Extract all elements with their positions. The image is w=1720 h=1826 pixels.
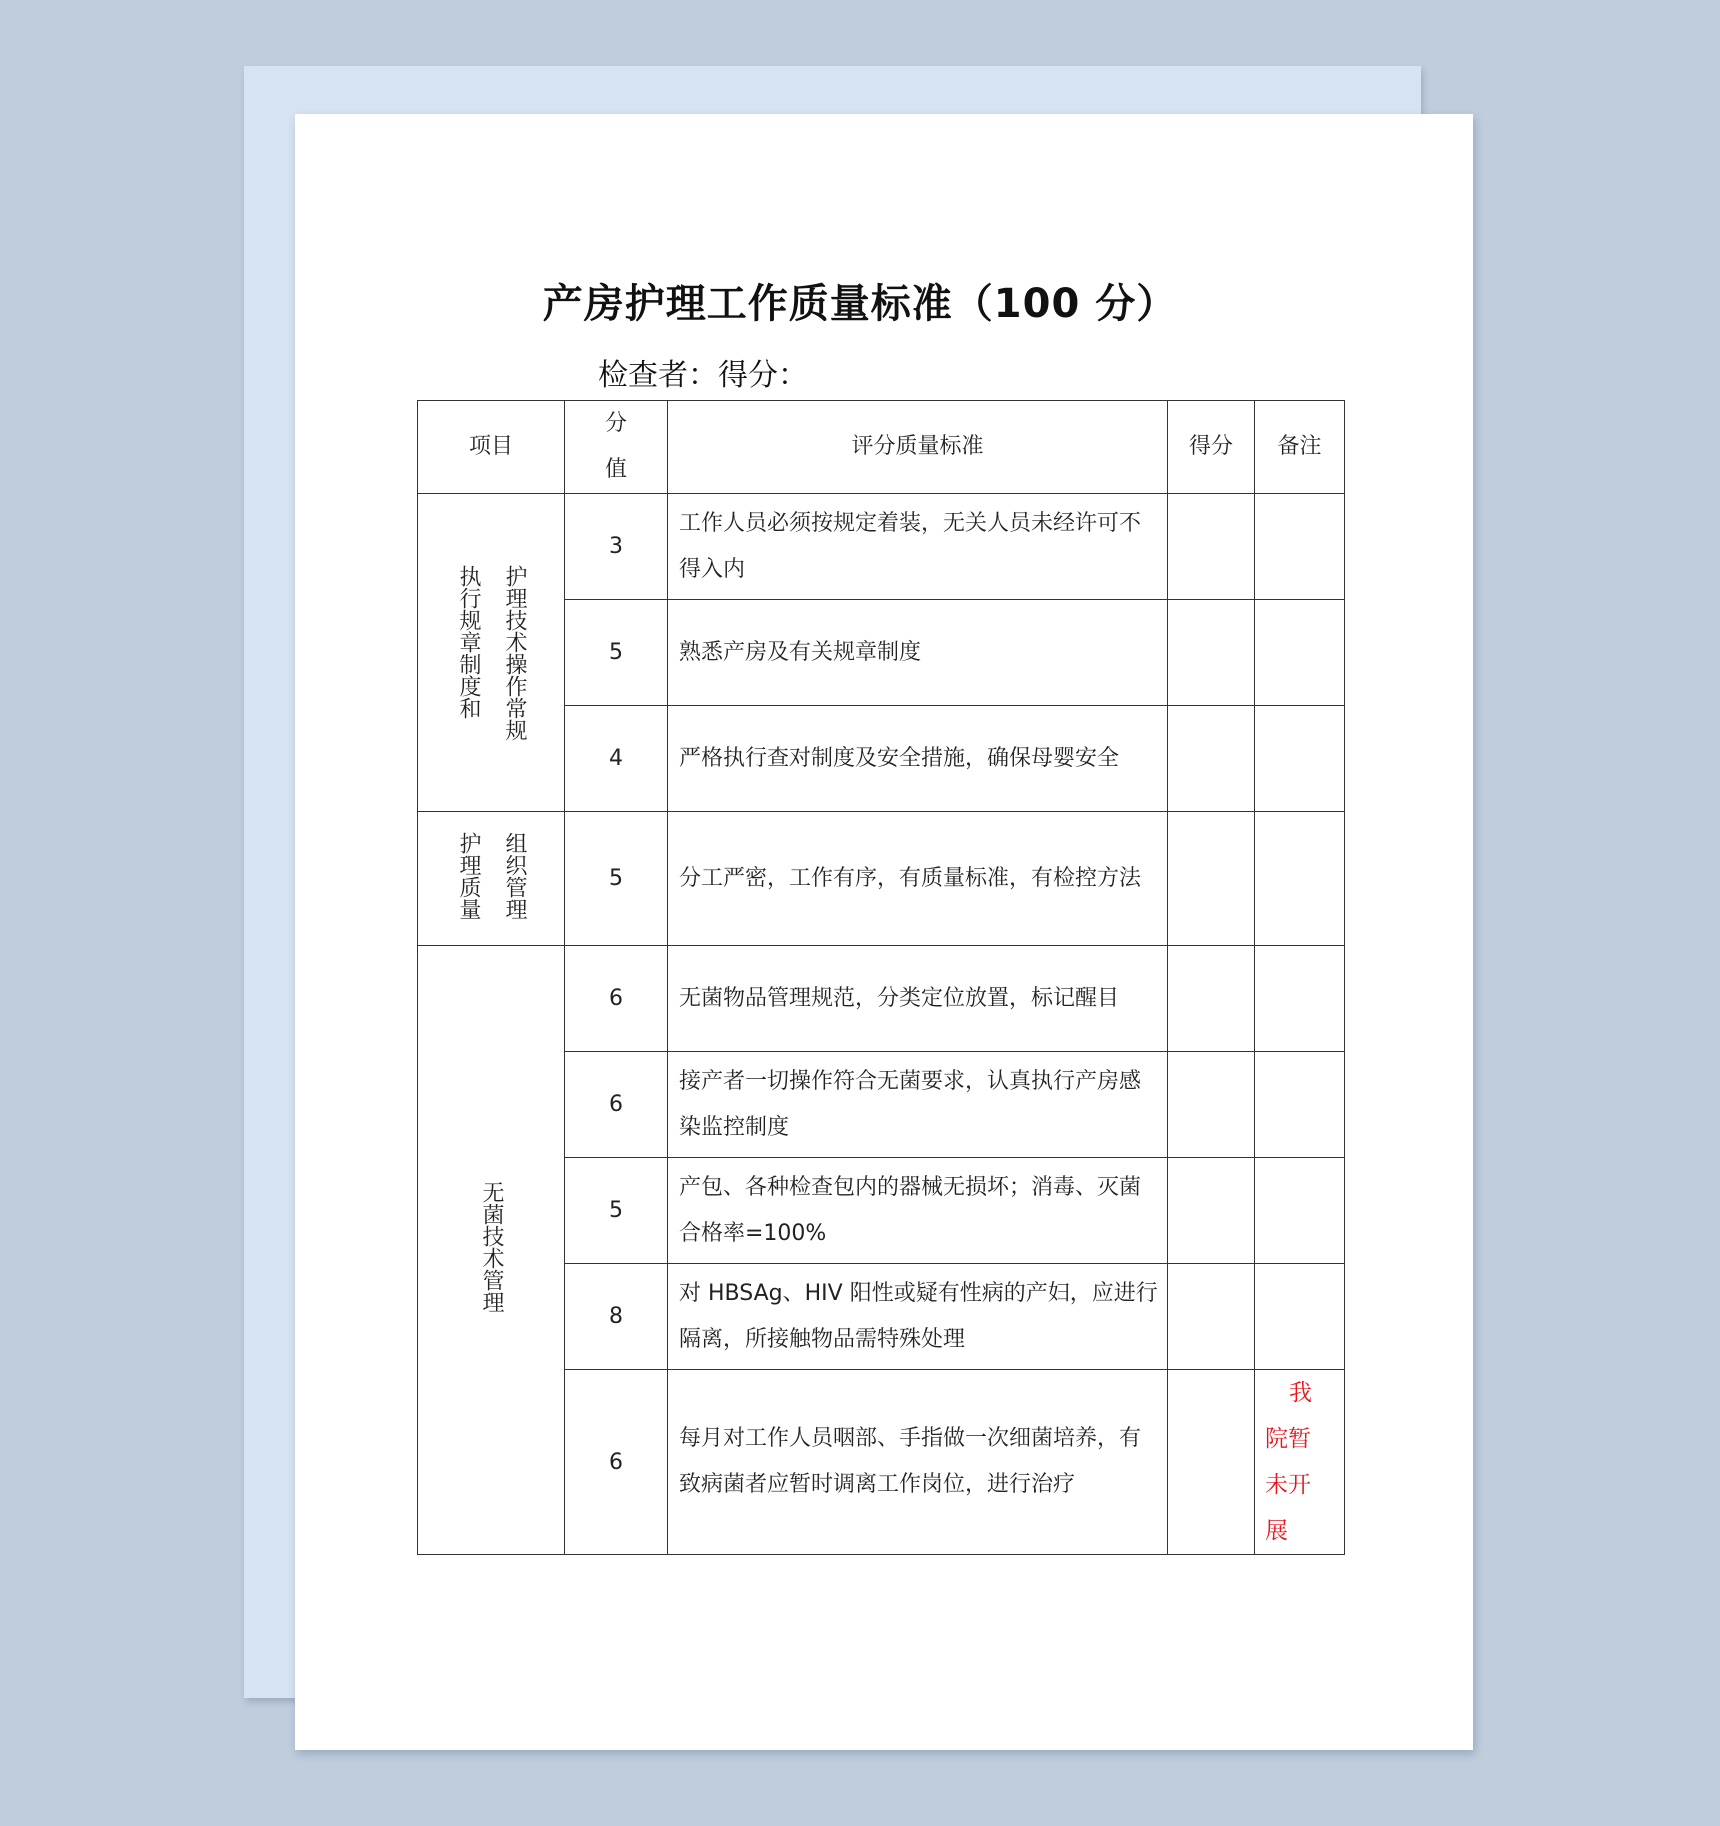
standard-cell: 工作人员必须按规定着装，无关人员未经许可不得入内 xyxy=(668,494,1168,600)
obtained-cell[interactable] xyxy=(1168,494,1255,600)
score-cell: 6 xyxy=(565,1052,668,1158)
table-row xyxy=(418,494,1345,600)
obtained-cell[interactable] xyxy=(1168,812,1255,946)
standard-cell: 严格执行查对制度及安全措施，确保母婴安全 xyxy=(668,706,1168,812)
obtained-cell[interactable] xyxy=(1168,600,1255,706)
item-cell-regulations: 护理技术操作常规 执行规章制度和 xyxy=(418,494,565,812)
remark-cell[interactable] xyxy=(1255,812,1345,946)
score-cell: 8 xyxy=(565,1264,668,1370)
remark-cell[interactable] xyxy=(1255,946,1345,1052)
standard-cell: 无菌物品管理规范，分类定位放置，标记醒目 xyxy=(668,946,1168,1052)
table-header-row xyxy=(418,401,1345,494)
standard-cell: 产包、各种检查包内的器械无损坏；消毒、灭菌合格率=100% xyxy=(668,1158,1168,1264)
score-cell: 3 xyxy=(565,494,668,600)
header-obtained: 得分 xyxy=(1168,401,1255,494)
remark-cell[interactable] xyxy=(1255,600,1345,706)
header-score: 分 值 xyxy=(565,401,668,494)
inspector-score-line: 检查者：得分： xyxy=(598,358,808,393)
obtained-cell[interactable] xyxy=(1168,706,1255,812)
table-row xyxy=(418,946,1345,1052)
score-cell: 5 xyxy=(565,600,668,706)
remark-cell[interactable] xyxy=(1255,494,1345,600)
remark-cell[interactable] xyxy=(1255,706,1345,812)
item-cell-organization: 组织管理 护理质量 xyxy=(418,812,565,946)
quality-standard-table xyxy=(417,400,1345,1555)
obtained-cell[interactable] xyxy=(1168,1264,1255,1370)
score-cell: 5 xyxy=(565,812,668,946)
standard-cell: 分工严密，工作有序，有质量标准，有检控方法 xyxy=(668,812,1168,946)
standard-cell: 每月对工作人员咽部、手指做一次细菌培养，有致病菌者应暂时调离工作岗位，进行治疗 xyxy=(668,1370,1168,1555)
score-cell: 6 xyxy=(565,946,668,1052)
standard-cell: 接产者一切操作符合无菌要求，认真执行产房感染监控制度 xyxy=(668,1052,1168,1158)
score-cell: 6 xyxy=(565,1370,668,1555)
obtained-cell[interactable] xyxy=(1168,946,1255,1052)
header-remark: 备注 xyxy=(1255,401,1345,494)
standard-cell: 熟悉产房及有关规章制度 xyxy=(668,600,1168,706)
score-cell: 4 xyxy=(565,706,668,812)
document-title: 产房护理工作质量标准（100 分） xyxy=(542,281,1178,327)
table-row xyxy=(418,812,1345,946)
standard-cell: 对 HBSAg、HIV 阳性或疑有性病的产妇，应进行隔离，所接触物品需特殊处理 xyxy=(668,1264,1168,1370)
score-cell: 5 xyxy=(565,1158,668,1264)
obtained-cell[interactable] xyxy=(1168,1158,1255,1264)
remark-cell[interactable] xyxy=(1255,1052,1345,1158)
obtained-cell[interactable] xyxy=(1168,1370,1255,1555)
remark-cell-not-implemented: 我 院暂 未开 展 xyxy=(1255,1370,1345,1555)
header-item: 项目 xyxy=(418,401,565,494)
item-cell-aseptic: 无菌技术管理 xyxy=(418,946,565,1555)
remark-cell[interactable] xyxy=(1255,1158,1345,1264)
remark-cell[interactable] xyxy=(1255,1264,1345,1370)
header-standard: 评分质量标准 xyxy=(668,401,1168,494)
obtained-cell[interactable] xyxy=(1168,1052,1255,1158)
